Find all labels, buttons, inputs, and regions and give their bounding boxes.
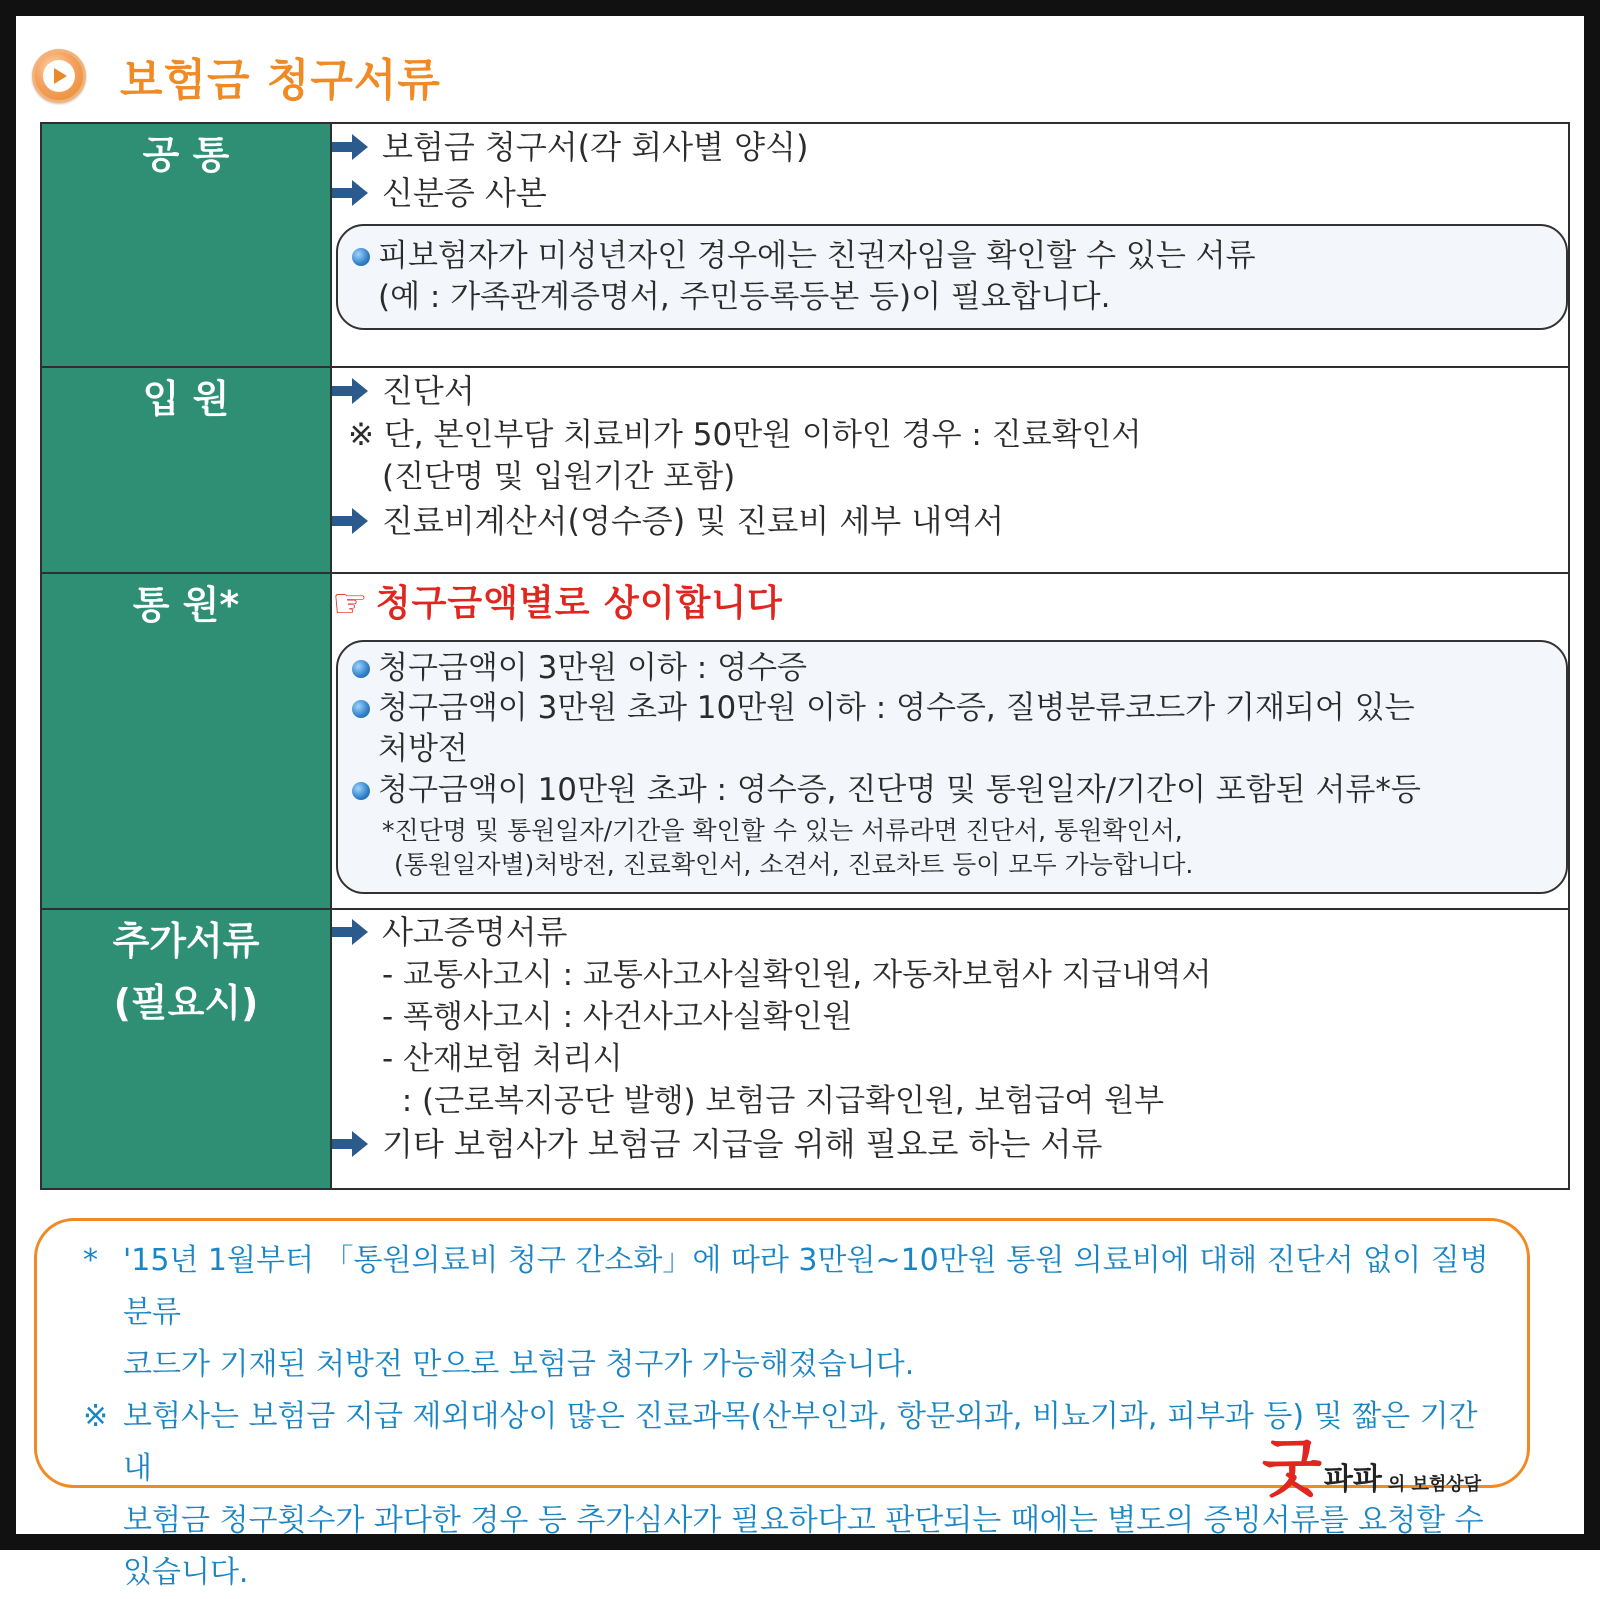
sub-item: - 폭행사고시 : 사건사고사실확인원 [382, 999, 853, 1035]
headline: ☞ 청구금액별로 상이합니다 [332, 581, 783, 627]
footnote-2: ※ 보험사는 보험금 지급 제외대상이 많은 진료과목(산부인과, 항문외과, 비뇨기과, 피부과 등) 및 짧은 기간내 [83, 1391, 1497, 1495]
note-text: ※ 단, 본인부담 치료비가 50만원 이하인 경우 : 진료확인서 [348, 417, 1142, 453]
list-item: 기타 보험사가 보험금 지급을 위해 필요로 하는 서류 [332, 1122, 1568, 1166]
footnote-2-cont: 있습니다. [123, 1555, 249, 1590]
footnote-2-cont: 보험금 청구횟수가 과다한 경우 등 추가심사가 필요하다고 판단되는 때에는 별도의 증빙서류를 요청할 수 [123, 1503, 1484, 1538]
bullet-dot-icon [352, 700, 370, 718]
category-inpatient: 입 원 [41, 367, 331, 573]
arrow-right-icon [332, 378, 368, 404]
content-common [331, 123, 1569, 367]
sub-item: - 교통사고시 : 교통사고사실확인원, 자동차보험사 지급내역서 [382, 957, 1212, 993]
list-item-continuation: 처방전 [378, 731, 468, 767]
arrow-right-icon [332, 919, 368, 945]
note-box [336, 224, 1568, 330]
reference-mark: ※ [83, 1399, 109, 1434]
list-item: 보험금 청구서(각 회사별 양식) [332, 124, 1568, 170]
row-common [41, 123, 1569, 367]
arrow-right-icon [332, 134, 368, 160]
footnote-1-cont: 코드가 기재된 처방전 만으로 보험금 청구가 가능해졌습니다. [123, 1347, 915, 1382]
sub-item: - 산재보험 처리시 [382, 1041, 623, 1077]
content-inpatient [331, 367, 1569, 573]
title-row [32, 40, 441, 112]
list-item: 청구금액이 3만원 초과 10만원 이하 : 영수증, 질병분류코드가 기재되어 있는 [352, 688, 1548, 728]
footnote-1: * '15년 1월부터 「통원의료비 청구 간소화」에 따라 3만원~10만원 통원 의료비에 대해 진단서 없이 질병분류 [83, 1235, 1497, 1339]
arrow-right-icon [332, 180, 368, 206]
list-item: 사고증명서류 [332, 910, 1568, 954]
note-text: (예 : 가족관계증명서, 주민등록등본 등)이 필요합니다. [378, 279, 1111, 315]
category-label: 추가서류 [112, 919, 260, 963]
page-title: 보험금 청구서류 [120, 55, 441, 106]
bullet-dot-icon [352, 248, 370, 266]
row-additional [41, 909, 1569, 1189]
list-item: 청구금액이 3만원 이하 : 영수증 [352, 648, 1548, 688]
list-item: 진단서 [332, 368, 1568, 414]
small-note: *진단명 및 통원일자/기간을 확인할 수 있는 서류라면 진단서, 통원확인서, [382, 816, 1183, 845]
content-additional [331, 909, 1569, 1189]
bullet-dot-icon [352, 660, 370, 678]
note-text: (진단명 및 입원기간 포함) [382, 459, 736, 495]
sub-item: : (근로복지공단 발행) 보험금 지급확인원, 보험급여 원부 [382, 1083, 1165, 1119]
pointing-hand-icon: ☞ [332, 581, 368, 627]
category-additional [41, 909, 331, 1189]
asterisk-mark: * [83, 1243, 98, 1278]
list-item: 피보험자가 미성년자인 경우에는 친권자임을 확인할 수 있는 서류 [352, 236, 1548, 276]
arrow-right-icon [332, 508, 368, 534]
documents-table [40, 122, 1570, 1190]
content-outpatient [331, 573, 1569, 909]
category-label: (필요시) [113, 981, 259, 1025]
play-icon [32, 49, 86, 103]
note-box [336, 640, 1568, 894]
list-item: 진료비계산서(영수증) 및 진료비 세부 내역서 [332, 498, 1568, 544]
list-item: 신분증 사본 [332, 170, 1568, 216]
row-inpatient [41, 367, 1569, 573]
list-item: 청구금액이 10만원 초과 : 영수증, 진단명 및 통원일자/기간이 포함된 서류*등 [352, 770, 1548, 810]
row-outpatient [41, 573, 1569, 909]
small-note: (통원일자별)처방전, 진료확인서, 소견서, 진료차트 등이 모두 가능합니다. [394, 850, 1194, 879]
brand-logo: 굿 파파 의 보험상담 [1262, 1432, 1482, 1505]
arrow-right-icon [332, 1131, 368, 1157]
category-outpatient: 통 원* [41, 573, 331, 909]
category-common: 공 통 [41, 123, 331, 367]
bullet-dot-icon [352, 782, 370, 800]
